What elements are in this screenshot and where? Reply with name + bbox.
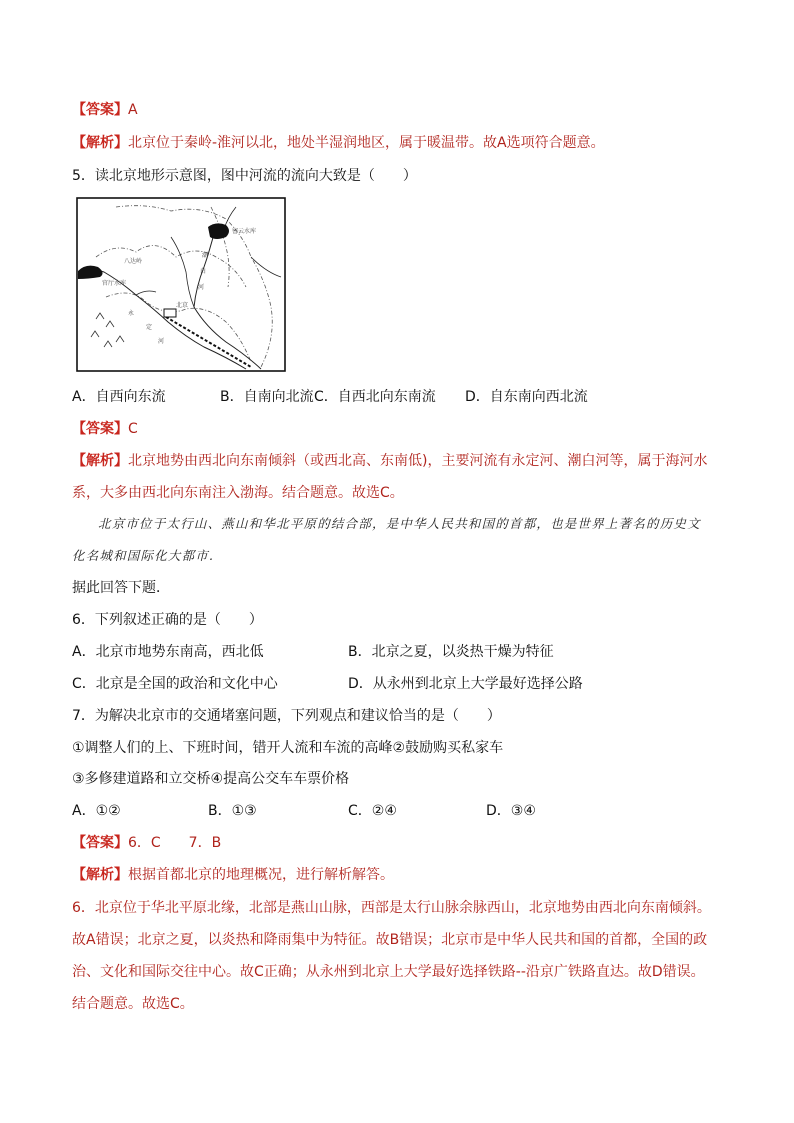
question-6-stem: 6．下列叙述正确的是（ ） bbox=[72, 612, 263, 628]
map-label-he-2: 河 bbox=[198, 284, 205, 291]
map-label-guanting: 官厅水库 bbox=[102, 280, 127, 287]
question-6-option-b: B．北京之夏，以炎热干燥为特征 bbox=[348, 644, 554, 660]
question-7-option-b: B．①③ bbox=[208, 803, 257, 819]
answer-q4 bbox=[72, 100, 138, 120]
reading-passage bbox=[72, 508, 722, 572]
passage-line-2: 化名城和国际化大都市. bbox=[72, 548, 215, 563]
answer-tag: 【答案】 bbox=[72, 102, 128, 118]
map-label-he-1: 河 bbox=[158, 338, 165, 345]
answer-tag: 【答案】 bbox=[72, 835, 128, 851]
explanation-q6-line-1: 6．北京位于华北平原北缘，北部是燕山山脉，西部是太行山脉余脉西山，北京地势由西北向东南倾斜。 bbox=[72, 900, 711, 916]
miyun-reservoir-shape bbox=[208, 223, 229, 239]
analysis-tag: 【解析】 bbox=[72, 453, 128, 469]
analysis-text: 北京位于秦岭-淮河以北，地处半湿润地区，属于暖温带。故A选项符合题意。 bbox=[128, 135, 605, 151]
explanation-q6-line-2: 故A错误；北京之夏，以炎热和降雨集中为特征。故B错误；北京市是中华人民共和国的首都，全国的政 bbox=[72, 932, 708, 948]
answer-q5 bbox=[72, 419, 138, 439]
question-5-option-c: C．自西北向东南流 bbox=[314, 389, 436, 405]
map-label-bai: 白 bbox=[200, 268, 207, 275]
instruction: 据此回答下题． bbox=[72, 580, 170, 596]
map-label-ding: 定 bbox=[146, 324, 153, 331]
question-5-option-d: D．自东南向西北流 bbox=[465, 389, 588, 405]
question-5-stem: 5．读北京地形示意图，图中河流的流向大致是（ ） bbox=[72, 168, 417, 184]
question-5-option-a: A．自西向东流 bbox=[72, 389, 166, 405]
question-7-option-c: C．②④ bbox=[348, 803, 397, 819]
question-7-statements-1: ①调整人们的上、下班时间，错开人流和车流的高峰②鼓励购买私家车 bbox=[72, 740, 504, 756]
analysis-tag: 【解析】 bbox=[72, 135, 128, 151]
map-label-yong: 永 bbox=[128, 310, 135, 317]
question-7-option-a: A．①② bbox=[72, 803, 121, 819]
question-6-option-d: D．从永州到北京上大学最好选择公路 bbox=[348, 676, 583, 692]
question-6-option-c: C．北京是全国的政治和文化中心 bbox=[72, 676, 278, 692]
analysis-tag: 【解析】 bbox=[72, 867, 128, 883]
question-7-stem: 7．为解决北京市的交通堵塞问题，下列观点和建议恰当的是（ ） bbox=[72, 708, 501, 724]
map-label-beijing: 北京 bbox=[176, 302, 189, 309]
analysis-text: 北京地势由西北向东南倾斜（或西北高、东南低)，主要河流有永定河、潮白河等，属于海河水 bbox=[128, 453, 708, 469]
answer-value: 6．C 7．B bbox=[128, 835, 222, 851]
beijing-terrain-map bbox=[76, 197, 286, 372]
analysis-q6-q7 bbox=[72, 865, 394, 885]
question-7-option-d: D．③④ bbox=[486, 803, 536, 819]
beijing-city-marker bbox=[164, 309, 176, 317]
question-6-option-a: A．北京市地势东南高，西北低 bbox=[72, 644, 264, 660]
map-label-miyun: 密云水库 bbox=[232, 228, 257, 235]
explanation-q6-line-4: 结合题意。故选C。 bbox=[72, 996, 194, 1012]
answer-value: C bbox=[128, 421, 138, 437]
answer-q6-q7 bbox=[72, 833, 221, 853]
map-label-chao: 潮 bbox=[202, 252, 209, 259]
answer-value: A bbox=[128, 102, 138, 118]
analysis-q4 bbox=[72, 133, 605, 153]
analysis-q5-line-1 bbox=[72, 451, 707, 471]
explanation-q6-line-3: 治、文化和国际交往中心。故C正确；从永州到北京上大学最好选择铁路--沿京广铁路直达。故D错误。 bbox=[72, 964, 705, 980]
question-7-statements-2: ③多修建道路和立交桥④提高公交车车票价格 bbox=[72, 771, 350, 787]
analysis-q5-line-2: 系，大多由西北向东南注入渤海。结合题意。故选C。 bbox=[72, 485, 404, 501]
passage-line-1: 北京市位于太行山、燕山和华北平原的结合部，是中华人民共和国的首都，也是世界上著名的历史文 bbox=[98, 516, 701, 531]
question-5-option-b: B．自南向北流 bbox=[220, 389, 314, 405]
map-label-badaling: 八达岭 bbox=[124, 258, 143, 265]
analysis-text: 根据首都北京的地理概况，进行解析解答。 bbox=[128, 867, 394, 883]
answer-tag: 【答案】 bbox=[72, 421, 128, 437]
